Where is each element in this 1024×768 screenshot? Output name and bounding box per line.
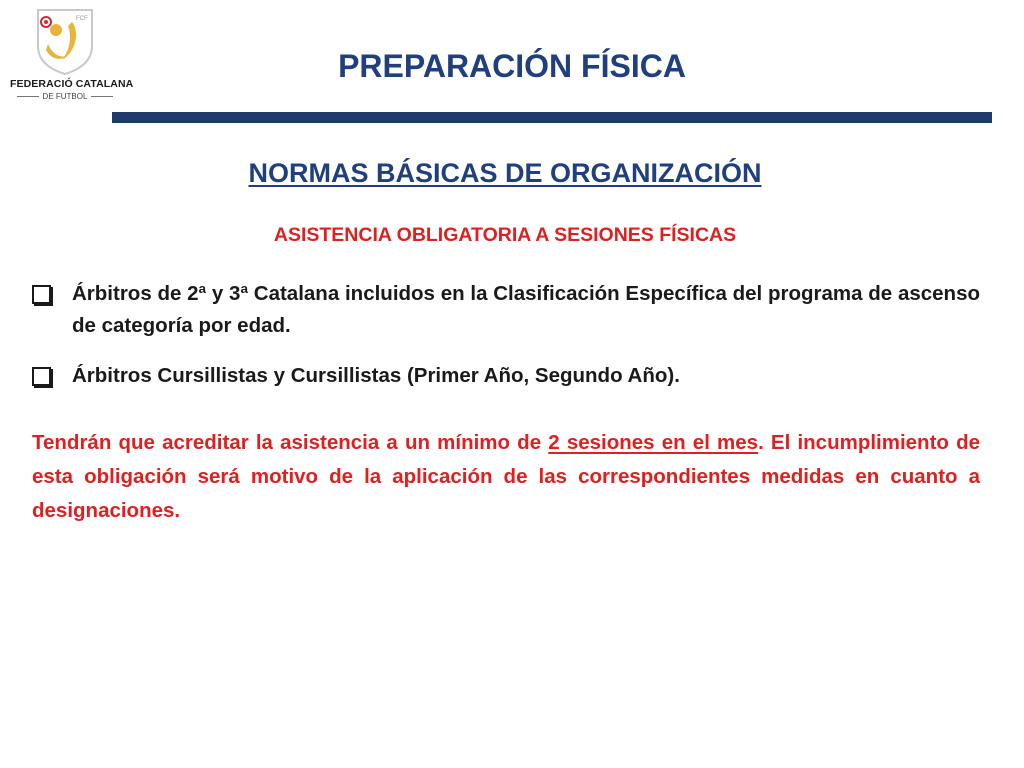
checkbox-bullet-icon	[32, 285, 51, 304]
logo-name: FEDERACIÓ CATALANA	[10, 78, 134, 90]
logo-line-left	[17, 96, 39, 97]
checkbox-bullet-icon	[32, 367, 51, 386]
section-subtitle: ASISTENCIA OBLIGATORIA A SESIONES FÍSICAS	[273, 224, 737, 246]
bullet-text: Árbitros de 2ª y 3ª Catalana incluidos en la Clasificación Específica del programa de ascenso de categoría por edad.	[72, 282, 980, 337]
notice-text-end: . El incumplimiento de esta obligación será motivo de la aplicación de las correspondientes medidas en cuanto a designaciones.	[32, 431, 980, 522]
notice-paragraph	[32, 426, 980, 528]
bullet-item	[32, 278, 980, 342]
bullet-list	[32, 278, 980, 392]
logo-line-right	[91, 96, 113, 97]
section-title: NORMAS BÁSICAS DE ORGANIZACIÓN	[248, 158, 762, 188]
bullet-text: Árbitros Cursillistas y Cursillistas (Primer Año, Segundo Año).	[72, 364, 680, 387]
logo-subtitle	[10, 92, 120, 101]
notice-underlined: 2 sesiones en el mes	[548, 431, 759, 454]
notice-text-start: Tendrán que acreditar la asistencia a un mínimo de	[32, 431, 549, 454]
bullet-item	[32, 360, 980, 392]
page-title: PREPARACIÓN FÍSICA	[338, 48, 686, 84]
header-rule	[112, 112, 992, 123]
logo-sub-text: DE FUTBOL	[42, 92, 88, 101]
svg-text:FCF: FCF	[76, 16, 88, 22]
